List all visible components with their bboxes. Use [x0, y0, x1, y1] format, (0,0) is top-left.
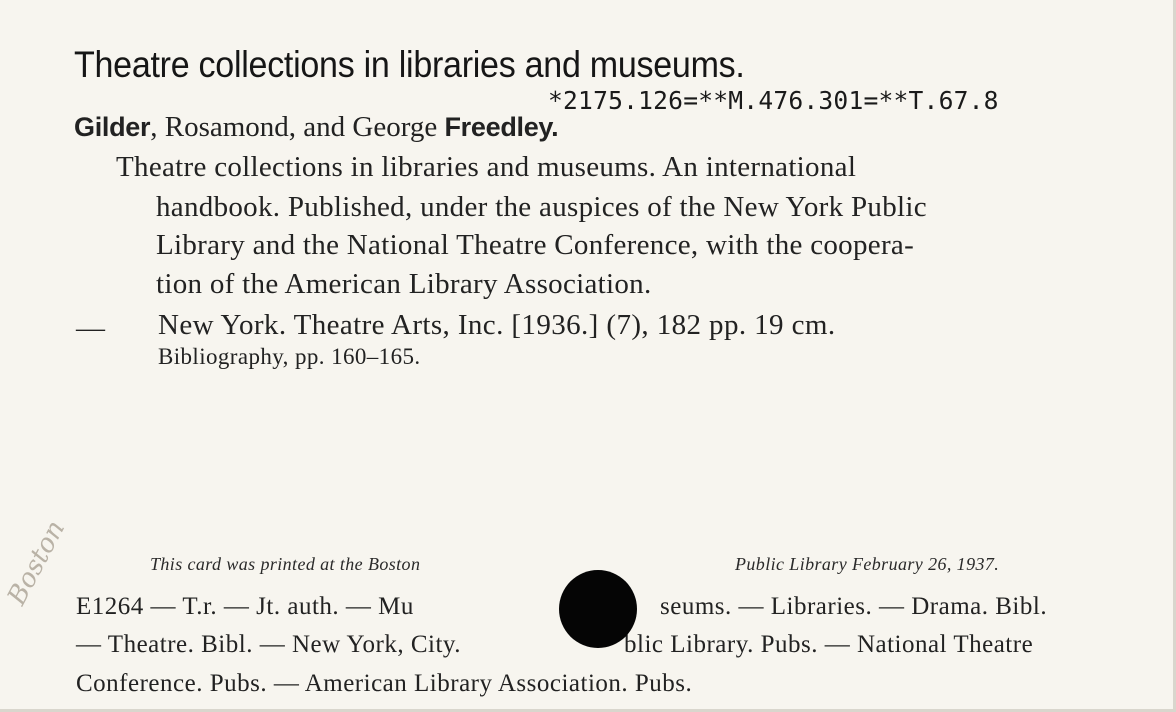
- description-line-4: tion of the American Library Association.: [156, 268, 652, 300]
- author-line: [74, 111, 558, 144]
- punch-hole: [559, 570, 637, 648]
- tracing-line-1-left: E1264 — T.r. — Jt. auth. — Mu: [76, 593, 414, 620]
- imprint: New York. Theatre Arts, Inc. [1936.] (7), 182 pp. 19 cm.: [158, 309, 836, 341]
- description-line-1: Theatre collections in libraries and museums. An international: [116, 151, 857, 183]
- tracing-line-2-left: — Theatre. Bibl. — New York, City.: [76, 631, 462, 658]
- bibliography-note: Bibliography, pp. 160–165.: [158, 344, 421, 369]
- tracing-line-2-right: blic Library. Pubs. — National Theatre: [624, 631, 1034, 658]
- description-line-3: Library and the National Theatre Conference, with the coopera-: [156, 229, 915, 261]
- imprint-dash: —: [76, 312, 105, 344]
- call-number: *2175.126=**M.476.301=**T.67.8: [548, 86, 999, 115]
- tracing-line-1-right: seums. — Libraries. — Drama. Bibl.: [660, 593, 1048, 620]
- author-names: , Rosamond, and George: [150, 111, 445, 143]
- printed-note-right: Public Library February 26, 1937.: [735, 554, 1000, 574]
- tracing-line-3: Conference. Pubs. — American Library Association. Pubs.: [76, 670, 693, 697]
- printed-note-left: This card was printed at the Boston: [150, 554, 421, 574]
- subject-heading: Theatre collections in libraries and museums.: [74, 44, 745, 85]
- handwritten-note: Boston: [2, 515, 72, 611]
- author-surname-2: Freedley.: [444, 112, 559, 142]
- author-surname-1: Gilder: [74, 112, 151, 142]
- description-line-2: handbook. Published, under the auspices of the New York Public: [156, 191, 927, 223]
